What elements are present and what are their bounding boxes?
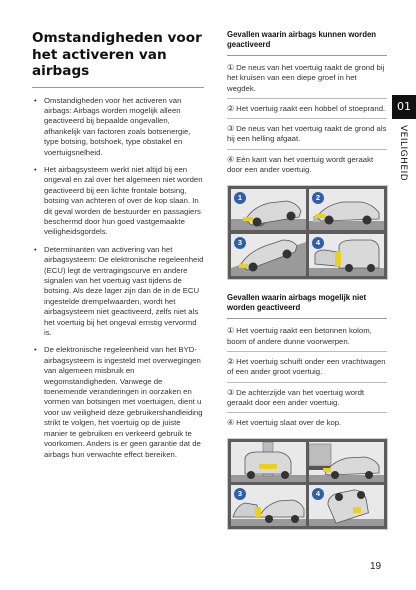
- badge-icon: 3: [234, 488, 246, 500]
- page-number: 19: [370, 561, 382, 572]
- list-item: [32, 245, 204, 339]
- case-item: ④ Eén kant van het voertuig wordt geraakt door een ander voertuig.: [227, 154, 374, 175]
- list-item-text: Het airbagsysteem werkt niet altijd bij een ongeval en zal over het algemeen niet worden geactiveerd bij een lichte frontale botsing, botsing van achteren of over de kop slaan. In dit geval worden de bestuurder en passagiers beschermd door hun goed vastgemaakte veiligheidsgordels.: [44, 164, 203, 237]
- illustration-panel: [231, 189, 306, 230]
- case-item: ② Het voertuig raakt een hobbel of stoeprand.: [227, 104, 387, 119]
- page-title: Omstandigheden voor het activeren van airbags: [32, 30, 204, 88]
- right-column: [227, 30, 387, 530]
- list-item: [32, 96, 204, 158]
- chapter-number: 01: [392, 95, 416, 119]
- bullet-icon: •: [34, 345, 37, 355]
- bullet-icon: •: [34, 164, 37, 174]
- chapter-tab: [392, 95, 416, 187]
- case-item: ① De neus van het voertuig raakt de grond bij het kruisen van een diepe groef in het wegdek.: [227, 63, 387, 99]
- illustration-panel: [231, 234, 306, 276]
- illustration-activated: [227, 185, 388, 280]
- case-item: ① Het voertuig raakt een betonnen kolom, boom of andere dunne voorwerpen.: [227, 326, 387, 352]
- illustration-panel: [231, 485, 306, 526]
- car-pole-icon: [231, 442, 306, 482]
- case-item: ② Het voertuig schuift onder een vrachtwagen of een ander groot voertuig.: [227, 357, 387, 383]
- list-item: [32, 345, 204, 459]
- illustration-panel: [309, 485, 384, 526]
- badge-icon: 1: [234, 192, 246, 204]
- list-item-text: Omstandigheden voor het activeren van airbags: Airbags worden mogelijk alleen geactiveerd bij bepaalde ongevallen, afhankelijk van factoren zoals botsenergie, type botsing, botshoek, type obstakel en voertuigsnelheid.: [44, 95, 191, 157]
- illustration-not-activated: [227, 438, 388, 530]
- section-title-not-activated: Gevallen waarin airbags mogelijk niet worden geactiveerd: [227, 293, 387, 319]
- case-item: ④ Het voertuig slaat over de kop.: [227, 418, 342, 428]
- illustration-panel: [309, 234, 384, 276]
- bullet-icon: •: [34, 244, 37, 254]
- left-column: [32, 30, 204, 467]
- car-under-truck-icon: [309, 442, 384, 482]
- case-item: ③ De achterzijde van het voertuig wordt geraakt door een ander voertuig.: [227, 388, 387, 414]
- badge-icon: 2: [312, 192, 324, 204]
- bullet-list: [32, 96, 204, 460]
- section-title-activated: Gevallen waarin airbags kunnen worden geactiveerd: [227, 30, 387, 56]
- list-item-text: De elektronische regeleenheid van het BYD-airbagsysteem is ingesteld met overwegingen van algemeen misbruik en wegomstandigheden. Vanwege de toenemende veranderingen in oorzaken en vormen van botsingen met voertuigen, dient u voor uw veiligheid deze gebruikershandleiding strikt te volgen, het voertuig op de juiste manier te gebruiken en verkeerd gebruik te voorkomen. Anders is er geen garantie dat de airbags hun verwachte effect bereiken.: [44, 345, 203, 459]
- badge-icon: 4: [312, 488, 324, 500]
- case-item: ③ De neus van het voertuig raakt de grond als hij een helling afgaat.: [227, 124, 387, 150]
- badge-icon: 4: [312, 237, 324, 249]
- list-item: [32, 165, 204, 238]
- list-item-text: Determinanten van activering van het airbagsysteem: De elektronische regeleenheid (ECU) legt de vertragingscurve en andere signalen van het voertuig vast tijdens de botsing. Als deze lager zijn dan de in de ECU ingestelde drempelwaarden, wordt het airbagsysteem niet geactiveerd, zelfs niet als het voertuig bij het ongeval ernstig vervormd is.: [44, 244, 204, 338]
- illustration-panel: [309, 189, 384, 230]
- illustration-panel: [231, 442, 306, 482]
- chapter-label: VEILIGHEID: [398, 125, 408, 182]
- illustration-panel: [309, 442, 384, 482]
- badge-icon: 3: [234, 237, 246, 249]
- bullet-icon: •: [34, 95, 37, 105]
